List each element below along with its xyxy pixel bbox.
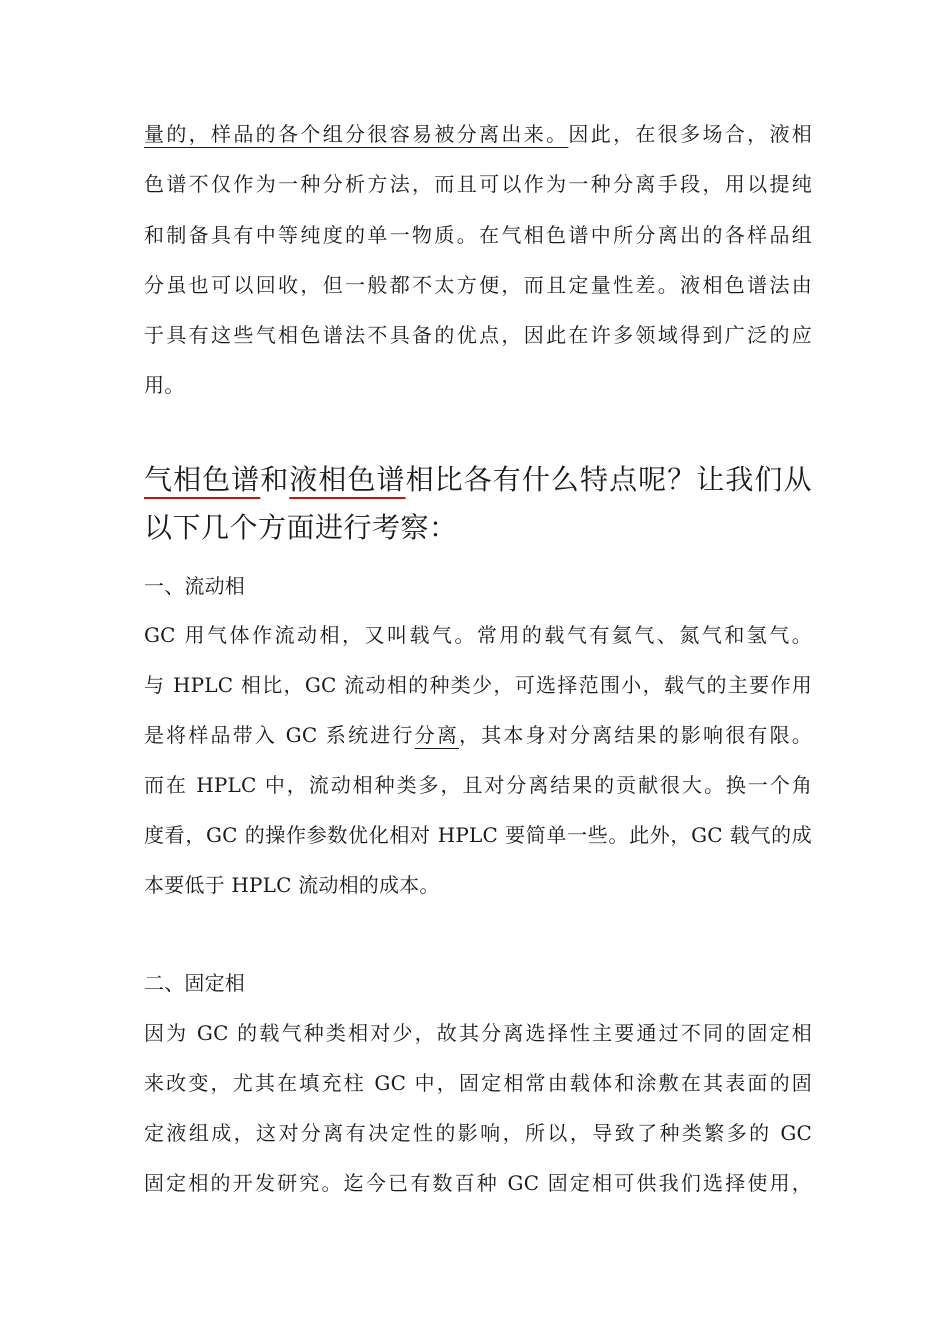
paragraph-line: 度看，GC 的操作参数优化相对 HPLC 要简单一些。此外，GC 载气的成 (144, 823, 812, 847)
section-title-mobile-phase: 一、流动相 (144, 574, 245, 598)
paragraph-line: GC 用气体作流动相，又叫载气。常用的载气有氦气、氮气和氢气。 (144, 623, 812, 647)
paragraph-line: 来改变，尤其在填充柱 GC 中，固定相常由载体和涂敷在其表面的固 (144, 1071, 812, 1095)
text-run: 是将样品带入 GC 系统进行 (144, 723, 415, 747)
text-run: 相比各有什么特点呢？让我们从 (405, 463, 812, 496)
paragraph-line (144, 722, 812, 748)
paragraph-line: 色谱不仅作为一种分析方法，而且可以作为一种分离手段，用以提纯 (144, 172, 812, 196)
paragraph-line: 分虽也可以回收，但一般都不太方便，而且定量性差。液相色谱法由 (144, 273, 812, 297)
paragraph-line: 本要低于 HPLC 流动相的成本。 (144, 873, 440, 897)
paragraph-line: 因为 GC 的载气种类相对少，故其分离选择性主要通过不同的固定相 (144, 1021, 812, 1045)
paragraph-line (144, 121, 812, 147)
underlined-sentence: 量的，样品的各个组分很容易被分离出来。 (144, 122, 569, 146)
paragraph-line: 用。 (144, 373, 185, 397)
section-heading-line: 以下几个方面进行考察： (144, 511, 458, 544)
heading-term-lc: 液相色谱 (289, 463, 406, 496)
text-run: 因此，在很多场合，液相 (568, 122, 812, 146)
section-title-stationary-phase: 二、固定相 (144, 971, 245, 995)
paragraph-line: 和制备具有中等纯度的单一物质。在气相色谱中所分离出的各样品组 (144, 223, 812, 247)
text-run: ，其本身对分离结果的影响很有限。 (459, 723, 813, 747)
paragraph-line: 与 HPLC 相比，GC 流动相的种类少，可选择范围小，载气的主要作用 (144, 673, 812, 697)
paragraph-line: 定液组成，这对分离有决定性的影响，所以，导致了种类繁多的 GC (144, 1121, 812, 1145)
underlined-term: 分离 (414, 723, 460, 747)
paragraph-line: 于具有这些气相色谱法不具备的优点，因此在许多领域得到广泛的应 (144, 323, 812, 347)
paragraph-line: 而在 HPLC 中，流动相种类多，且对分离结果的贡献很大。换一个角 (144, 773, 812, 797)
heading-term-gc: 气相色谱 (144, 463, 261, 496)
paragraph-line: 固定相的开发研究。迄今已有数百种 GC 固定相可供我们选择使用， (144, 1171, 812, 1195)
text-run: 和 (260, 463, 290, 496)
section-heading-line (144, 462, 812, 498)
